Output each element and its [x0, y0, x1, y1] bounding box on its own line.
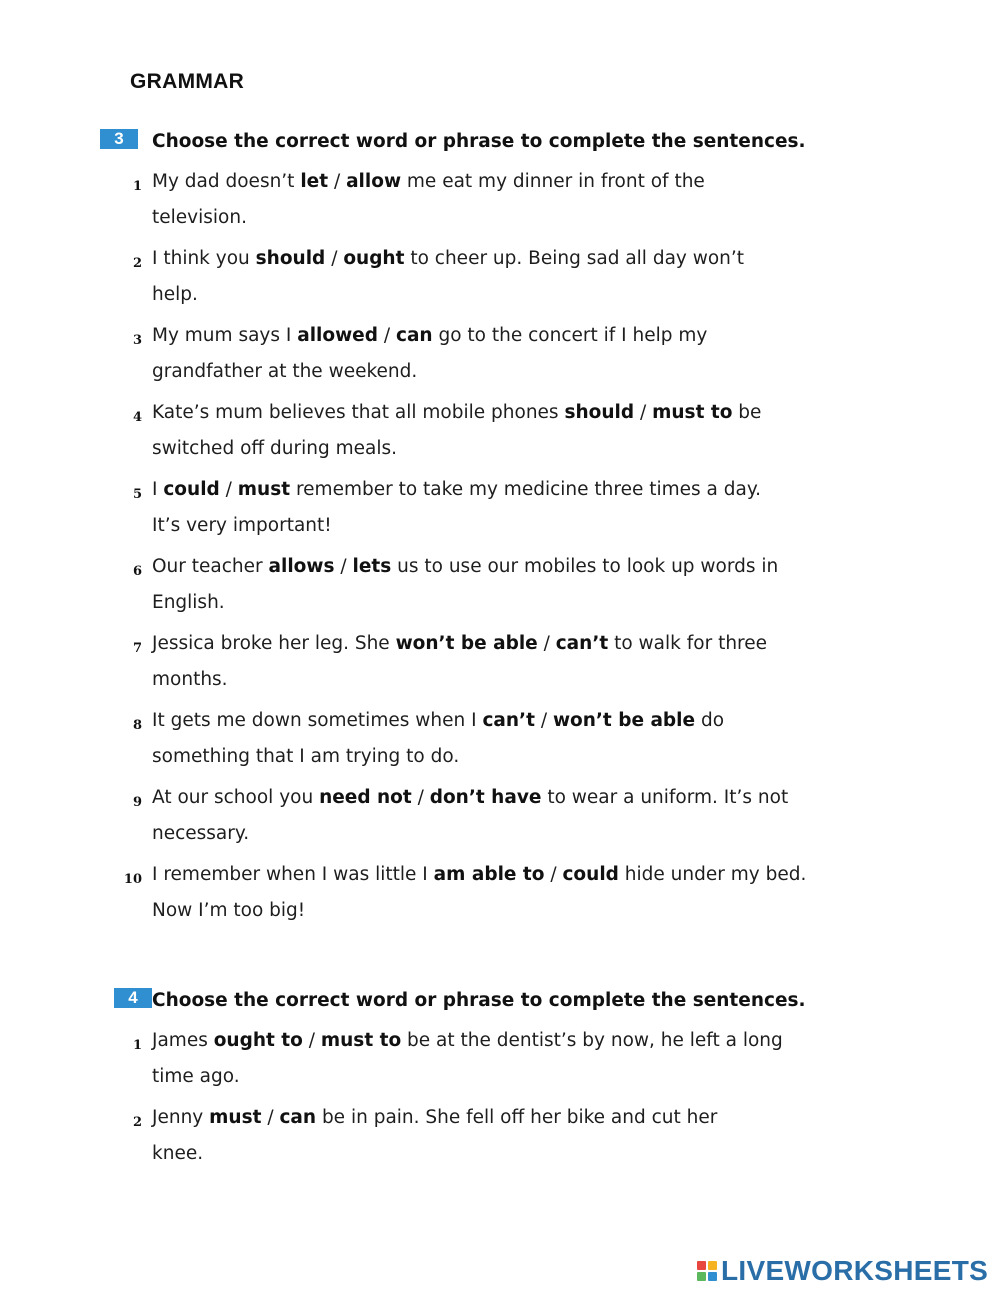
answer-option[interactable]: lets	[352, 556, 392, 577]
sentence-text: I think you	[152, 248, 256, 269]
question-sentence-line-2: Now I’m too big!	[152, 900, 306, 921]
answer-option[interactable]: must to	[320, 1030, 402, 1051]
sentence-text: /	[328, 171, 347, 192]
answer-option[interactable]: should	[255, 248, 326, 269]
question-number: 9	[132, 795, 142, 810]
answer-option[interactable]: ought to	[213, 1030, 303, 1051]
answer-option[interactable]: am able to	[433, 864, 545, 885]
page-heading: GRAMMAR	[130, 70, 245, 93]
answer-option[interactable]: can	[279, 1107, 317, 1128]
sentence-text: go to the concert if I help my	[432, 325, 708, 346]
question-sentence-line-1	[152, 171, 705, 192]
answer-option[interactable]: don’t have	[429, 787, 542, 808]
answer-option[interactable]: won’t be able	[552, 710, 696, 731]
answer-option[interactable]: must	[209, 1107, 262, 1128]
question-number: 2	[132, 1115, 142, 1130]
question-sentence-line-2: grandfather at the weekend.	[152, 361, 418, 382]
sentence-text: /	[377, 325, 396, 346]
question-number: 1	[132, 1038, 142, 1053]
sentence-text: Jenny	[152, 1107, 210, 1128]
logo-square-2	[708, 1261, 717, 1270]
sentence-text: remember to take my medicine three times a day.	[290, 479, 762, 500]
sentence-text: /	[302, 1030, 321, 1051]
question-sentence-line-1	[152, 479, 761, 500]
question-sentence-line-2: It’s very important!	[152, 515, 332, 536]
question-sentence-line-1	[152, 710, 724, 731]
answer-option[interactable]: should	[564, 402, 635, 423]
liveworksheets-logo	[697, 1255, 988, 1287]
question-sentence-line-2: help.	[152, 284, 198, 305]
sentence-text: James	[152, 1030, 214, 1051]
question-sentence-line-1	[152, 1107, 717, 1128]
sentence-text: be in pain. She fell off her bike and cut her	[316, 1107, 718, 1128]
question-number: 6	[132, 564, 142, 579]
sentence-text: to cheer up. Being sad all day won’t	[404, 248, 745, 269]
sentence-text: Kate’s mum believes that all mobile phones	[152, 402, 565, 423]
question-number: 1	[132, 179, 142, 194]
sentence-text: /	[325, 248, 344, 269]
logo-text: LIVEWORKSHEETS	[721, 1255, 989, 1286]
sentence-text: hide under my bed.	[618, 864, 807, 885]
sentence-text: /	[634, 402, 653, 423]
sentence-text: do	[695, 710, 725, 731]
sentence-text: be	[732, 402, 762, 423]
answer-option[interactable]: won’t be able	[395, 633, 538, 654]
sentence-text: me eat my dinner in front of the	[401, 171, 705, 192]
question-number: 10	[123, 872, 142, 887]
question-sentence-line-2: English.	[152, 592, 225, 613]
sentence-text: /	[219, 479, 238, 500]
answer-option[interactable]: could	[562, 864, 619, 885]
sentence-text: be at the dentist’s by now, he left a long	[401, 1030, 783, 1051]
sentence-text: /	[537, 633, 556, 654]
question-sentence-line-2: time ago.	[152, 1066, 240, 1087]
exercise-number-badge: 3	[100, 129, 138, 149]
logo-square-1	[697, 1261, 706, 1270]
sentence-text: My mum says I	[152, 325, 298, 346]
sentence-text: Our teacher	[152, 556, 269, 577]
sentence-text: Jessica broke her leg. She	[152, 633, 396, 654]
question-sentence-line-2: necessary.	[152, 823, 250, 844]
question-sentence-line-2: knee.	[152, 1143, 204, 1164]
question-number: 5	[132, 487, 142, 502]
answer-option[interactable]: must to	[652, 402, 733, 423]
question-number: 2	[132, 256, 142, 271]
logo-square-3	[697, 1272, 706, 1281]
logo-mark-icon	[697, 1261, 717, 1281]
question-number: 8	[132, 718, 142, 733]
answer-option[interactable]: allow	[346, 171, 402, 192]
answer-option[interactable]: need not	[319, 787, 412, 808]
answer-option[interactable]: can’t	[482, 710, 535, 731]
sentence-text: to walk for three	[608, 633, 768, 654]
question-sentence-line-2: television.	[152, 207, 247, 228]
question-sentence-line-1	[152, 556, 778, 577]
question-sentence-line-1	[152, 325, 707, 346]
sentence-text: At our school you	[152, 787, 320, 808]
question-sentence-line-1	[152, 633, 767, 654]
sentence-text: My dad doesn’t	[152, 171, 301, 192]
question-number: 7	[132, 641, 142, 656]
question-sentence-line-2: months.	[152, 669, 228, 690]
question-sentence-line-2: switched off during meals.	[152, 438, 397, 459]
answer-option[interactable]: could	[163, 479, 220, 500]
exercise-instruction: Choose the correct word or phrase to complete the sentences.	[152, 131, 806, 152]
question-sentence-line-2: something that I am trying to do.	[152, 746, 460, 767]
answer-option[interactable]: can’t	[555, 633, 609, 654]
sentence-text: I remember when I was little I	[152, 864, 434, 885]
exercise-instruction: Choose the correct word or phrase to complete the sentences.	[152, 990, 806, 1011]
answer-option[interactable]: must	[237, 479, 291, 500]
question-number: 4	[132, 410, 142, 425]
sentence-text: /	[261, 1107, 280, 1128]
answer-option[interactable]: can	[395, 325, 433, 346]
question-sentence-line-1	[152, 864, 806, 885]
sentence-text: to wear a uniform. It’s not	[541, 787, 789, 808]
sentence-text: I	[152, 479, 164, 500]
sentence-text: It gets me down sometimes when I	[152, 710, 483, 731]
sentence-text: /	[534, 710, 553, 731]
sentence-text: us to use our mobiles to look up words in	[391, 556, 779, 577]
answer-option[interactable]: allowed	[297, 325, 378, 346]
sentence-text: /	[334, 556, 353, 577]
answer-option[interactable]: allows	[268, 556, 335, 577]
logo-square-4	[708, 1272, 717, 1281]
question-number: 3	[132, 333, 142, 348]
question-sentence-line-1	[152, 402, 761, 423]
answer-option[interactable]: let	[300, 171, 329, 192]
answer-option[interactable]: ought	[343, 248, 405, 269]
exercise-number-badge: 4	[114, 988, 152, 1008]
sentence-text: /	[411, 787, 430, 808]
question-sentence-line-1	[152, 1030, 783, 1051]
question-sentence-line-1	[152, 787, 788, 808]
sentence-text: /	[544, 864, 563, 885]
question-sentence-line-1	[152, 248, 744, 269]
